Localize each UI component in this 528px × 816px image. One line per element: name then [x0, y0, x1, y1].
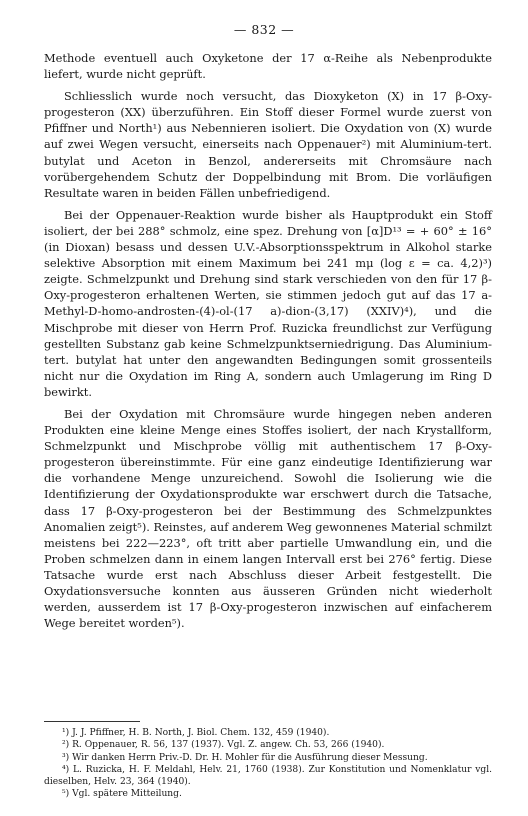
- footnote-4: ⁴) L. Ruzicka, H. F. Meldahl, Helv. 21, 1760 (1938). Zur Konstitution und Nomenklatur vgl. dieselben, Helv. 23, 364 (1940).: [44, 764, 492, 788]
- footnotes: [44, 727, 492, 801]
- footnote-3: ³) Wir danken Herrn Priv.-D. Dr. H. Mohler für die Ausführung dieser Messung.: [62, 752, 428, 763]
- body-text: [44, 50, 492, 637]
- footnote-5: ⁵) Vgl. spätere Mitteilung.: [62, 789, 182, 800]
- page-number: — 832 —: [233, 22, 295, 37]
- footnote-divider: [44, 721, 140, 722]
- paragraph-2: Schliesslich wurde noch versucht, das Dioxyketon (X) in 17 β-Oxy-progesteron (XX) überzuführen. Ein Stoff dieser Formel wurde zuerst von Pfiffner und North¹) aus Nebennieren isoliert. Die Oxydation von (X) wurde auf zwei Wegen versucht, einerseits nach Oppenauer²) mit Aluminium-tert. butylat und Aceton in Benzol, andererseits mit Chromsäure nach vorübergehendem Schutz der Doppelbindung mit Brom. Die vorläufigen Resultate waren in beiden Fällen unbefriedigend.: [44, 89, 492, 200]
- paragraph-3: Bei der Oppenauer-Reaktion wurde bisher als Hauptprodukt ein Stoff isoliert, der bei 288° schmolz, eine spez. Drehung von [α]D¹³ = + 60° ± 16° (in Dioxan) besass und dessen U.V.-Absorptionsspektrum in Alkohol starke selektive Absorption mit einem Maximum bei 241 mμ (log ε = ca. 4,2)³) zeigte. Schmelzpunkt und Drehung sind stark verschieden von den für 17 β-Oxy-progesteron erhaltenen Werten, sie stimmen jedoch gut auf das 17 a-Methyl-D-homo-androsten-(4)-ol-(17 a)-dion-(3,17) (XXIV)⁴), und die Mischprobe mit dieser von Herrn Prof. Ruzicka freundlichst zur Verfügung gestellten Substanz gab keine Schmelzpunktserniedrigung. Das Aluminium-tert. butylat hat unter den angewandten Bedingungen somit grossenteils nicht nur die Oxydation im Ring A, sondern auch Umlagerung im Ring D bewirkt.: [44, 207, 492, 399]
- footnote-1: ¹) J. J. Pfiffner, H. B. North, J. Biol. Chem. 132, 459 (1940).: [62, 728, 330, 738]
- paragraph-1: Methode eventuell auch Oxyketone der 17 α-Reihe als Nebenprodukte liefert, wurde nicht geprüft.: [44, 51, 492, 82]
- paragraph-4: Bei der Oxydation mit Chromsäure wurde hingegen neben anderen Produkten eine kleine Menge eines Stoffes isoliert, der nach Krystallform, Schmelzpunkt und Mischprobe völlig mit authentischem 17 β-Oxy-progesteron übereinstimmte. Für eine ganz eindeutige Identifizierung war die vorhandene Menge unzureichend. Sowohl die Isolierung wie die Identifizierung der Oxydationsprodukte war erschwert durch die Tatsache, dass 17 β-Oxy-progesteron bei der Bestimmung des Schmelzpunktes Anomalien zeigt⁵). Reinstes, auf anderem Weg gewonnenes Material schmilzt meistens bei 222—223°, oft tritt aber partielle Umwandlung ein, und die Proben schmelzen dann in einem langen Intervall erst bei 276° fertig. Diese Tatsache wurde erst nach Abschluss dieser Arbeit festgestellt. Die Oxydationsversuche konnten aus äusseren Gründen nicht wiederholt werden, ausserdem ist 17 β-Oxy-progesteron inzwischen auf einfacherem Wege bereitet worden⁵).: [44, 406, 492, 631]
- footnote-2: ²) R. Oppenauer, R. 56, 137 (1937). Vgl. Z. angew. Ch. 53, 266 (1940).: [62, 740, 385, 751]
